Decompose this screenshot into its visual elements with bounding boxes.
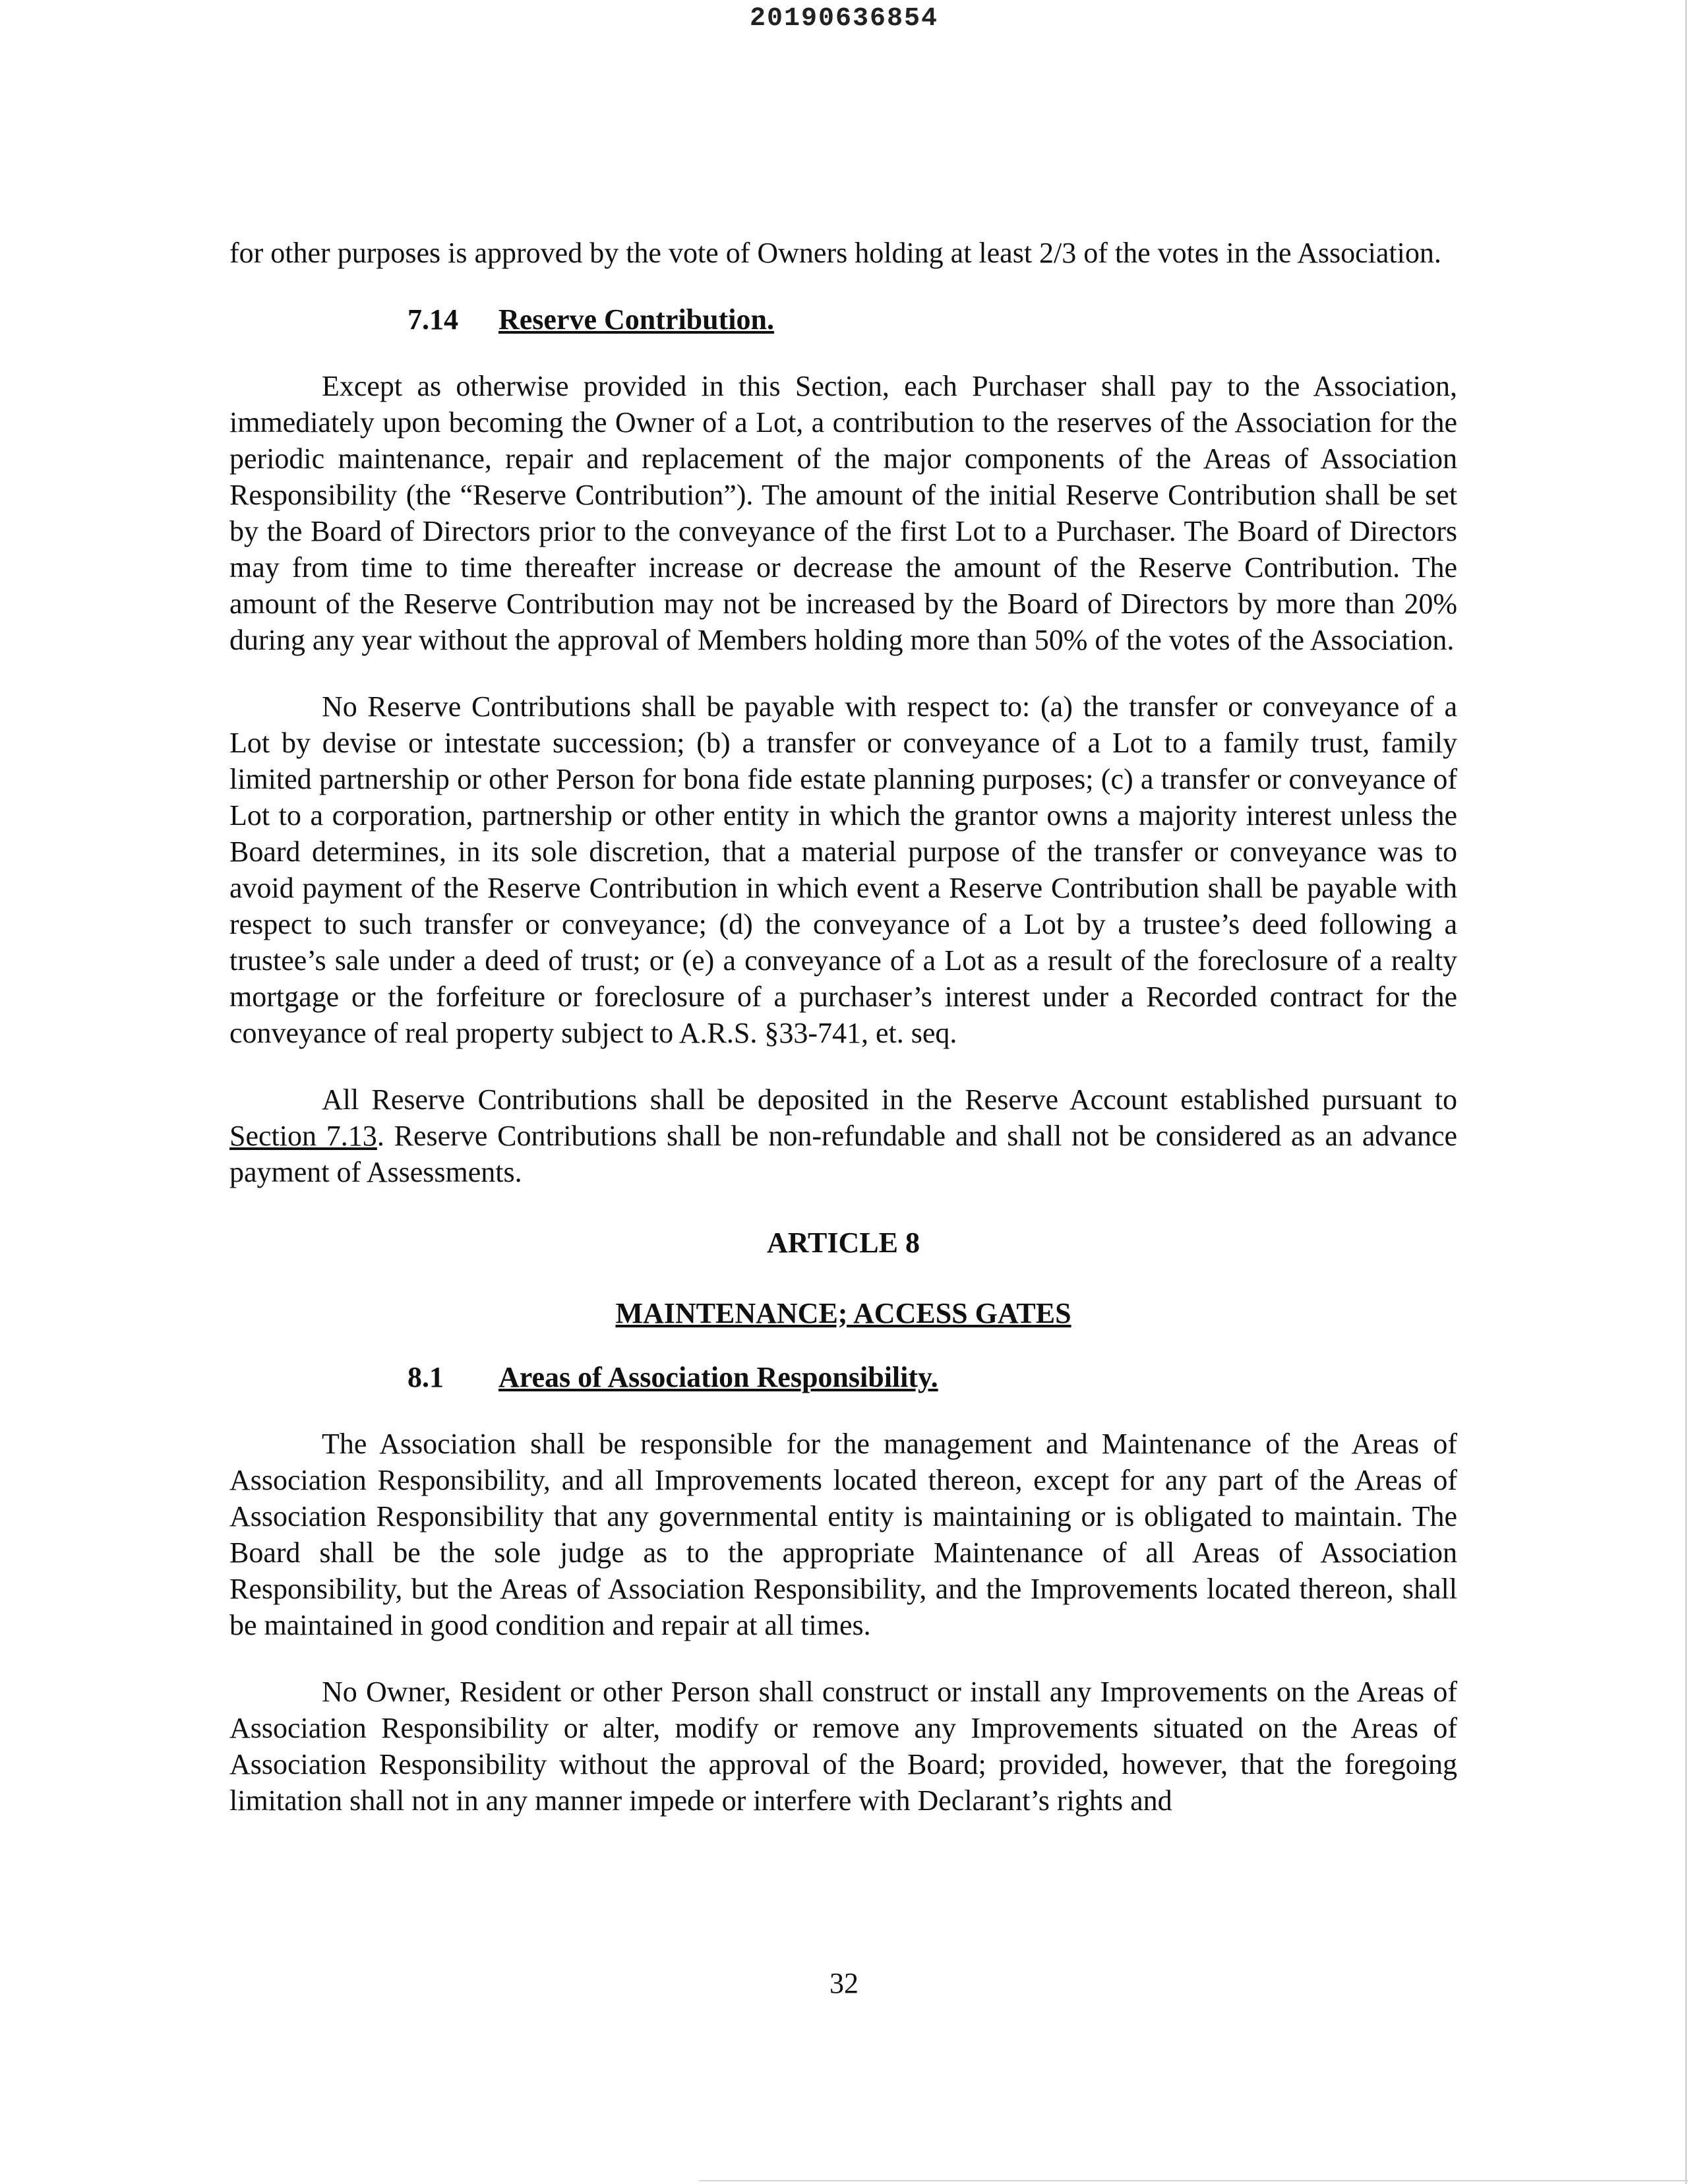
reserve-contribution-paragraph: Except as otherwise provided in this Section, each Purchaser shall pay to the Association, immediately upon becoming the Owner of a Lot, a contribution to the reserves of the Association for the periodic maintenance, repair and replacement of the major components of the Areas of Association Responsibility (the “Reserve Contribution”). The amount of the initial Reserve Contribution shall be set by the Board of Directors prior to the conveyance of the first Lot to a Purchaser. The Board of Directors may from time to time thereafter increase or decrease the amount of the Reserve Contribution. The amount of the Reserve Contribution may not be increased by the Board of Directors by more than 20% during any year without the approval of Members holding more than 50% of the votes of the Association. [229,370,1457,656]
reserve-exemptions-paragraph: No Reserve Contributions shall be payable with respect to: (a) the transfer or conveyance of a Lot by devise or intestate succession; (b) a transfer or conveyance of a Lot to a family trust, family limited partnership or other Person for bona fide estate planning purposes; (c) a transfer or conveyance of Lot to a corporation, partnership or other entity in which the grantor owns a majority interest unless the Board determines, in its sole discretion, that a material purpose of the transfer or conveyance was to avoid payment of the Reserve Contribution in which event a Reserve Contribution shall be payable with respect to such transfer or conveyance; (d) the conveyance of a Lot by a trustee’s deed following a trustee’s sale under a deed of trust; or (e) a conveyance of a Lot as a result of the foreclosure of a realty mortgage or the forfeiture or foreclosure of a purchaser’s interest under a Recorded contract for the conveyance of real property subject to A.R.S. §33-741, et. seq. [229,690,1457,1049]
section-number: 7.14 [407,303,458,336]
reserve-deposit-paragraph [229,1081,1457,1190]
section-title: Reserve Contribution. [498,303,774,336]
section-number: 8.1 [407,1361,444,1393]
page-number: 32 [829,1967,859,1999]
paragraph-text-start: All Reserve Contributions shall be deposited in the Reserve Account established pursuant to [322,1083,1457,1116]
paragraph-text-end: . Reserve Contributions shall be non-refundable and shall not be considered as an advance payment of Assessments. [229,1120,1457,1188]
scan-bottom-line [699,2180,1688,2181]
improvements-restriction-paragraph: No Owner, Resident or other Person shall construct or install any Improvements on the Areas of Association Responsibility or alter, modify or remove any Improvements situated on the Areas of Association Responsibility without the approval of the Board; provided, however, that the foregoing limitation shall not in any manner impede or interfere with Declarant’s rights and [229,1676,1457,1817]
section-7-13-reference: Section 7.13 [229,1120,377,1152]
article-title-text: MAINTENANCE; ACCESS GATES [615,1297,1071,1329]
scan-edge-line [1685,0,1687,2184]
article-8-label: ARTICLE 8 [767,1227,920,1259]
document-page [229,235,1457,1819]
article-8-title [229,1295,1457,1331]
association-maintenance-paragraph: The Association shall be responsible for the management and Maintenance of the Areas of Association Responsibility, and all Improvements located thereon, except for any part of the Areas of Association Responsibility that any governmental entity is maintaining or is obligated to maintain. The Board shall be the sole judge as to the appropriate Maintenance of all Areas of Association Responsibility, but the Areas of Association Responsibility, and the Improvements located thereon, shall be maintained in good condition and repair at all times. [229,1428,1457,1641]
intro-paragraph: for other purposes is approved by the vote of Owners holding at least 2/3 of the votes in the Association. [229,237,1441,269]
document-number: 20190636854 [749,4,939,34]
section-8-1-heading [229,1359,1457,1395]
section-title: Areas of Association Responsibility. [498,1361,938,1393]
section-7-14-heading [229,301,1457,338]
